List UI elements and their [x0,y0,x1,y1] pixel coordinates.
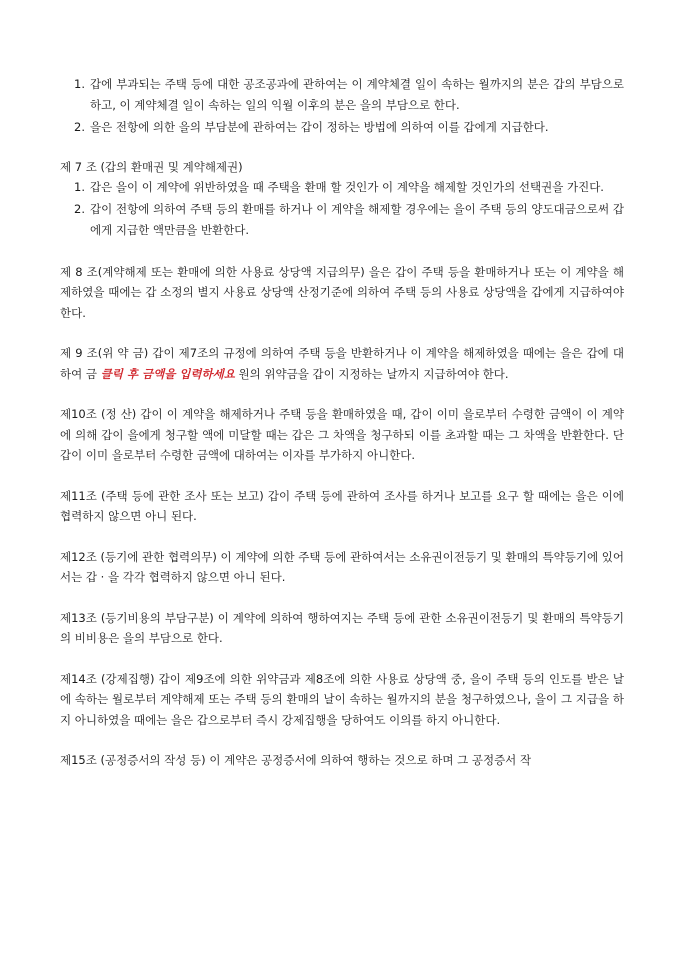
list-text: 갑은 을이 이 계약에 위반하였을 때 주택을 환매 할 것인가 이 계약을 해제할 것인가의 선택권을 가진다. [90,180,604,194]
article-11: 제11조 (주택 등에 관한 조사 또는 보고) 갑이 주택 등에 관하여 조사를 하거나 보고를 요구 할 때에는 을은 이에 협력하지 않으면 아니 된다. [60,488,624,523]
list-text: 갑이 전항에 의하여 주택 등의 환매를 하거나 이 계약을 해제할 경우에는 을이 주택 등의 양도대금으로써 갑에게 지급한 액만큼을 반환한다. [90,202,624,237]
article-10: 제10조 (정 산) 갑이 이 계약을 해제하거나 주택 등을 환매하였을 때, 갑이 이미 을로부터 수령한 금액이 이 계약에 의해 갑이 을에게 청구할 액에 미달할 때는 갑은 그 차액을 청구하되 이를 초과할 때는 그 차액을 반환한다. 단 갑이 이미 을로부터 수령한 금액에 대하여는 이자를 부가하지 아니한다. [60,407,624,462]
article-13: 제13조 (등기비용의 부담구분) 이 계약에 의하여 행하여지는 주택 등에 관한 소유권이전등기 및 환매의 특약등기의 비비용은 을의 부담으로 한다. [60,610,624,645]
list-item [60,199,624,240]
article-15: 제15조 (공정증서의 작성 등) 이 계약은 공정증서에 의하여 행하는 것으로 하며 그 공정증서 작 [60,753,532,767]
article-12: 제12조 (등기에 관한 협력의무) 이 계약에 의한 주택 등에 관하여서는 소유권이전등기 및 환매의 특약등기에 있어서는 갑 · 을 각각 협력하지 않으면 아니 된다. [60,549,624,584]
article-7-list [60,177,624,240]
list-text: 을은 전항에 의한 을의 부담분에 관하여는 갑이 정하는 방법에 의하여 이를 갑에게 지급한다. [90,119,549,134]
amount-input-placeholder[interactable]: 클릭 후 금액을 입력하세요 [100,366,235,381]
list-number: 1. [74,77,85,91]
article-7-heading: 제 7 조 (갑의 환매권 및 계약해제권) [60,159,243,174]
article-14: 제14조 (강제집행) 갑이 제9조에 의한 위약금과 제8조에 의한 사용료 상당액 중, 을이 주택 등의 인도를 받은 날에 속하는 월로부터 계약해제 또는 주택 등의 환매의 날이 속하는 월까지의 분을 청구하였으나, 을이 그 지급을 하지 아니하였을 때에는 을은 갑으로부터 즉시 강제집행을 당하여도 이의를 하지 아니한다. [60,671,624,727]
list-text: 갑에 부과되는 주택 등에 대한 공조공과에 관하여는 이 계약체결 일이 속하는 월까지의 분은 갑의 부담으로 하고, 이 계약체결 일이 속하는 일의 익월 이후의 분은 을의 부담으로 한다. [90,77,624,112]
list-number: 2. [74,202,85,216]
list-number: 1. [74,180,85,194]
article-9-text-after: 원의 위약금을 갑이 지정하는 날까지 지급하여야 한다. [234,366,509,381]
article-9-text-before: 제 9 조(위 약 금) 갑이 제7조의 규정에 의하여 주택 등을 반환하거나 이 계약을 해제하였을 때에는 을은 갑에 대하여 금 [60,346,624,381]
article-8: 제 8 조(계약해제 또는 환매에 의한 사용료 상당액 지급의무) 을은 갑이 주택 등을 환매하거나 또는 이 계약을 해제하였을 때에는 갑 소정의 별지 사용료 상당액 산정기준에 의하여 주택 등의 사용료 상당액을 갑에게 지급하여야 한다. [60,264,624,320]
list-item [60,177,624,198]
list-number: 2. [74,119,85,134]
article-9 [60,343,624,384]
list-item [60,74,624,115]
list-item [60,117,624,138]
article-6-list [60,74,624,137]
